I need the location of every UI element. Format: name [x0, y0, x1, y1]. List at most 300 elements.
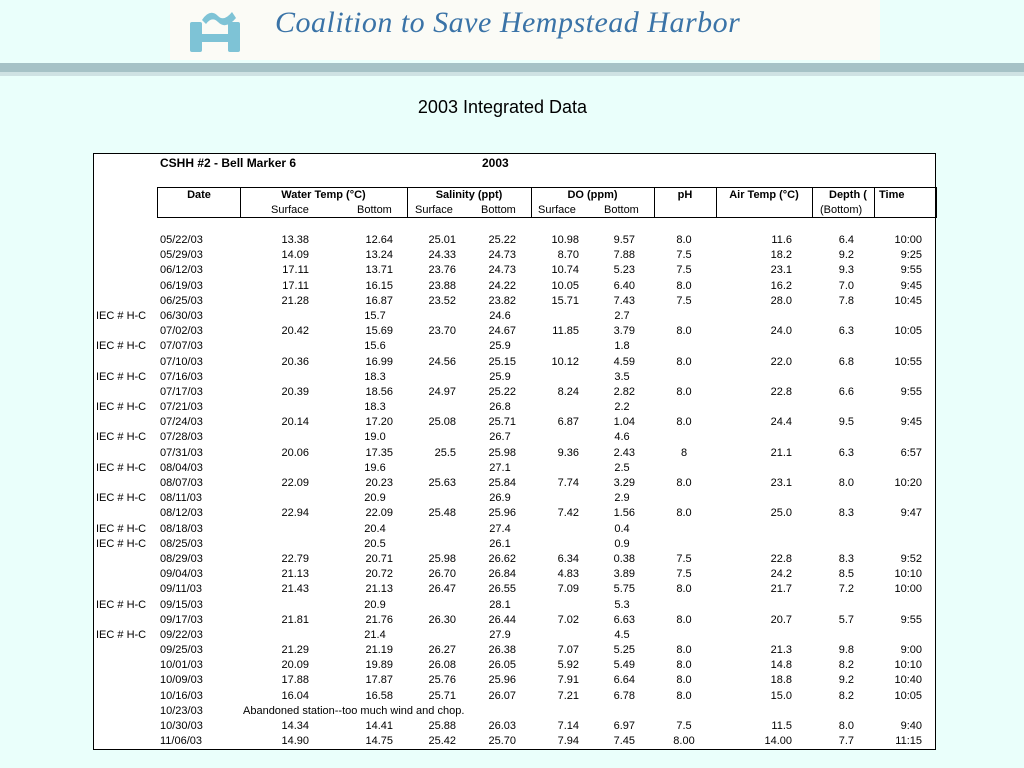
cell-date: 11/06/03	[160, 735, 203, 748]
table-row	[94, 401, 937, 416]
station-title: CSHH #2 - Bell Marker 6	[160, 156, 297, 170]
cell-salinity-bottom: 23.82	[488, 294, 516, 307]
cell-time: 10:20	[894, 477, 922, 489]
subheader-water-bottom: Bottom	[357, 204, 392, 216]
cell-salinity-bottom: 25.9	[489, 370, 511, 383]
cell-source: IEC # H-C	[96, 598, 147, 611]
cell-water-bottom: 19.6	[364, 461, 386, 474]
table-row	[94, 583, 937, 598]
table-row	[94, 659, 937, 674]
cell-source: IEC # H-C	[96, 309, 147, 322]
cell-salinity-bottom: 25.22	[488, 385, 516, 398]
cell-ph: 7.5	[676, 552, 692, 565]
cell-do-surface: 10.12	[551, 355, 579, 368]
org-name: Coalition to Save Hempstead Harbor	[275, 6, 741, 39]
cell-depth: 9.3	[838, 264, 854, 277]
cell-depth: 8.2	[838, 689, 854, 702]
table-row	[94, 538, 937, 553]
cell-water-surface: 20.39	[281, 385, 309, 398]
cell-do-bottom: 3.79	[613, 325, 635, 338]
cell-salinity-bottom: 24.73	[488, 249, 516, 262]
cell-do-surface: 7.91	[557, 674, 579, 687]
header-divider	[874, 188, 875, 217]
cell-do-bottom: 2.9	[614, 492, 630, 505]
cell-do-surface: 11.85	[552, 325, 579, 338]
cell-do-bottom: 1.8	[614, 340, 630, 353]
table-row	[94, 310, 937, 325]
cell-salinity-bottom: 24.67	[488, 325, 516, 338]
cell-water-bottom: 14.41	[365, 720, 393, 732]
cell-water-bottom: 19.0	[364, 431, 386, 444]
cell-do-surface: 4.83	[557, 568, 579, 581]
cell-date: 05/22/03	[160, 234, 203, 246]
cell-do-bottom: 6.97	[613, 720, 635, 732]
cell-water-bottom: 15.69	[365, 325, 393, 338]
cell-depth: 8.3	[838, 552, 854, 565]
cell-salinity-surface: 24.97	[428, 385, 456, 398]
cell-depth: 7.0	[838, 279, 854, 292]
cell-do-surface: 9.36	[557, 446, 579, 459]
cell-air-temp: 14.8	[770, 659, 792, 672]
cell-do-bottom: 5.25	[613, 644, 635, 657]
cell-source: IEC # H-C	[96, 461, 147, 474]
cell-water-bottom: 12.64	[365, 234, 393, 246]
cell-time: 10:10	[894, 659, 922, 672]
cell-salinity-surface: 23.76	[428, 264, 456, 277]
cell-date: 08/18/03	[160, 522, 203, 535]
cell-source: IEC # H-C	[96, 340, 147, 353]
cell-depth: 8.2	[838, 659, 854, 672]
cell-salinity-bottom: 26.05	[488, 659, 516, 672]
cell-salinity-bottom: 25.15	[488, 355, 516, 368]
cell-water-surface: 17.88	[281, 674, 309, 687]
cell-do-bottom: 0.4	[614, 522, 630, 535]
cell-salinity-surface: 25.76	[428, 674, 456, 687]
cell-depth: 8.0	[838, 720, 854, 732]
table-row	[94, 599, 937, 614]
cell-ph: 7.5	[676, 568, 692, 581]
cell-do-surface: 7.94	[557, 735, 579, 748]
cell-water-surface: 21.43	[281, 583, 309, 596]
cell-water-bottom: 20.9	[364, 492, 386, 505]
cell-salinity-bottom: 24.73	[488, 264, 516, 277]
cell-do-surface: 7.02	[557, 613, 579, 626]
cell-water-bottom: 13.71	[365, 264, 393, 277]
cell-salinity-bottom: 24.6	[489, 309, 511, 322]
cell-time: 9:00	[900, 644, 922, 657]
cell-do-bottom: 2.82	[613, 385, 635, 398]
cell-air-temp: 18.8	[770, 674, 792, 687]
cell-ph: 8.0	[676, 507, 692, 520]
cell-do-bottom: 6.40	[613, 279, 635, 292]
cell-date: 10/09/03	[160, 674, 203, 687]
header-stripe	[0, 63, 1024, 72]
table-row	[94, 507, 937, 522]
cell-water-surface: 13.38	[281, 234, 309, 246]
cell-do-bottom: 1.04	[613, 416, 635, 429]
cell-salinity-bottom: 25.71	[488, 416, 516, 429]
header-date: Date	[187, 189, 211, 201]
cell-water-surface: 22.94	[281, 507, 309, 520]
cell-time: 9:55	[900, 385, 922, 398]
cell-water-surface: 20.42	[281, 325, 309, 338]
cell-air-temp: 24.4	[770, 416, 792, 429]
cell-date: 08/07/03	[160, 477, 203, 489]
cell-depth: 8.5	[838, 568, 854, 581]
cell-salinity-surface: 26.08	[428, 659, 456, 672]
cell-date: 07/16/03	[160, 370, 203, 383]
cell-salinity-surface: 25.71	[428, 689, 456, 702]
cell-water-bottom: 20.23	[365, 477, 393, 489]
cell-salinity-surface: 23.52	[428, 294, 456, 307]
cell-water-surface: 17.11	[282, 279, 309, 292]
cell-do-bottom: 2.7	[614, 309, 630, 322]
cell-air-temp: 18.2	[770, 249, 792, 262]
cell-date: 09/22/03	[160, 628, 203, 641]
cell-salinity-surface: 25.63	[428, 477, 456, 489]
cell-air-temp: 14.00	[764, 735, 792, 748]
table-row	[94, 416, 937, 431]
cell-salinity-surface: 25.01	[428, 234, 456, 246]
cell-salinity-bottom: 26.55	[488, 583, 516, 596]
cell-air-temp: 25.0	[770, 507, 792, 520]
cell-depth: 9.2	[838, 674, 854, 687]
cell-salinity-surface: 26.27	[428, 644, 456, 657]
cell-time: 10:45	[894, 294, 922, 307]
cell-ph: 8.0	[676, 674, 692, 687]
cell-date: 09/17/03	[160, 613, 203, 626]
cell-salinity-bottom: 26.84	[488, 568, 516, 581]
cell-date: 07/24/03	[160, 416, 203, 429]
cell-source: IEC # H-C	[96, 370, 147, 383]
cell-water-bottom: 21.76	[365, 613, 393, 626]
cell-time: 9:55	[900, 264, 922, 277]
cell-water-surface: 14.90	[281, 735, 309, 748]
cell-ph: 8.0	[676, 477, 692, 489]
subheader-do-surface: Surface	[538, 204, 576, 216]
cell-ph: 8.0	[676, 355, 692, 368]
cell-time: 9:45	[900, 416, 922, 429]
cell-time: 9:52	[900, 552, 922, 565]
cell-depth: 6.3	[838, 325, 854, 338]
cell-air-temp: 24.0	[770, 325, 792, 338]
data-rows	[94, 234, 937, 750]
cell-ph: 8.0	[676, 583, 692, 596]
cell-air-temp: 15.0	[770, 689, 792, 702]
subheader-water-surface: Surface	[271, 204, 309, 216]
header-air-temp: Air Temp (°C)	[729, 189, 799, 201]
cell-salinity-bottom: 26.03	[488, 720, 516, 732]
cell-water-surface: 21.81	[281, 613, 309, 626]
cell-do-surface: 15.71	[551, 294, 579, 307]
cell-depth: 6.6	[838, 385, 854, 398]
cell-water-bottom: 17.20	[365, 416, 393, 429]
cell-water-surface: 20.36	[281, 355, 309, 368]
cell-do-bottom: 6.63	[613, 613, 635, 626]
cell-water-bottom: 20.71	[365, 552, 393, 565]
cell-air-temp: 22.8	[770, 552, 792, 565]
cell-date: 09/15/03	[160, 598, 203, 611]
cell-do-surface: 7.21	[557, 689, 579, 702]
cell-date: 05/29/03	[160, 249, 203, 262]
cell-salinity-bottom: 26.38	[488, 644, 516, 657]
cell-ph: 8.0	[676, 279, 692, 292]
cell-source: IEC # H-C	[96, 431, 147, 444]
cell-do-bottom: 4.6	[614, 431, 630, 444]
cell-depth: 7.8	[838, 294, 854, 307]
cell-salinity-surface: 26.47	[428, 583, 456, 596]
cell-do-bottom: 5.75	[613, 583, 635, 596]
cell-air-temp: 22.8	[770, 385, 792, 398]
cell-do-bottom: 6.64	[613, 674, 635, 687]
cell-time: 10:10	[894, 568, 922, 581]
cell-depth: 5.7	[838, 613, 854, 626]
cell-time: 9:47	[900, 507, 922, 520]
cell-do-bottom: 6.78	[613, 689, 635, 702]
cell-water-bottom: 16.87	[365, 294, 393, 307]
cell-salinity-bottom: 26.7	[489, 431, 511, 444]
cell-ph: 7.5	[676, 264, 692, 277]
banner	[170, 0, 880, 60]
cell-depth: 6.4	[838, 234, 854, 246]
cell-salinity-bottom: 26.9	[489, 492, 511, 505]
cell-water-surface: 22.79	[281, 552, 309, 565]
cell-water-bottom: 16.99	[365, 355, 393, 368]
cell-water-bottom: 22.09	[365, 507, 393, 520]
cell-do-surface: 5.92	[557, 659, 579, 672]
cell-salinity-bottom: 27.9	[489, 628, 511, 641]
cell-salinity-bottom: 25.9	[489, 340, 511, 353]
cell-date: 10/01/03	[160, 659, 203, 672]
cell-time: 10:05	[894, 689, 922, 702]
subheader-salinity-bottom: Bottom	[481, 204, 516, 216]
cell-time: 9:25	[900, 249, 922, 262]
cell-water-surface: 20.06	[281, 446, 309, 459]
cell-date: 08/25/03	[160, 537, 203, 550]
cell-air-temp: 21.1	[770, 446, 792, 459]
header-water-temp: Water Temp (°C)	[281, 189, 366, 201]
cell-air-temp: 11.5	[771, 720, 792, 732]
cell-water-bottom: 20.72	[365, 568, 393, 581]
cell-air-temp: 23.1	[770, 477, 792, 489]
cell-water-bottom: 20.4	[364, 522, 386, 535]
header-salinity: Salinity (ppt)	[435, 189, 503, 201]
cell-water-surface: 22.09	[281, 477, 309, 489]
table-row	[94, 325, 937, 340]
station-year: 2003	[482, 156, 509, 170]
cell-air-temp: 21.3	[770, 644, 792, 657]
cell-date: 06/19/03	[160, 279, 203, 292]
cell-date: 10/16/03	[160, 689, 203, 702]
cell-air-temp: 23.1	[770, 264, 792, 277]
cell-ph: 7.5	[676, 720, 692, 732]
header-depth: Depth (	[829, 189, 867, 201]
cell-time: 9:45	[900, 279, 922, 292]
cell-do-bottom: 9.57	[613, 234, 635, 246]
table-row	[94, 644, 937, 659]
cell-depth: 8.3	[838, 507, 854, 520]
table-row	[94, 371, 937, 386]
cell-date: 07/07/03	[160, 340, 203, 353]
cell-date: 06/30/03	[160, 309, 203, 322]
cell-date: 09/11/03	[160, 583, 203, 596]
cell-salinity-surface: 23.70	[428, 325, 456, 338]
cell-salinity-bottom: 25.84	[488, 477, 516, 489]
cell-date: 07/10/03	[160, 355, 203, 368]
cell-water-bottom: 21.4	[364, 628, 386, 641]
cell-water-bottom: 21.19	[365, 644, 393, 657]
table-row	[94, 674, 937, 689]
cell-salinity-bottom: 26.8	[489, 401, 511, 414]
table-row	[94, 447, 937, 462]
cell-date: 10/30/03	[160, 720, 203, 732]
table-row	[94, 568, 937, 583]
cell-water-surface: 14.09	[281, 249, 309, 262]
table-row	[94, 629, 937, 644]
cell-date: 07/17/03	[160, 385, 203, 398]
cell-ph: 8.0	[676, 613, 692, 626]
subheader-do-bottom: Bottom	[604, 204, 639, 216]
cell-do-bottom: 4.59	[613, 355, 635, 368]
cell-salinity-bottom: 25.98	[488, 446, 516, 459]
table-row	[94, 386, 937, 401]
cell-do-bottom: 5.49	[613, 659, 635, 672]
cell-ph: 8.0	[676, 659, 692, 672]
table-row	[94, 735, 937, 750]
cell-depth: 9.8	[838, 644, 854, 657]
cell-date: 07/02/03	[160, 325, 203, 338]
cell-water-bottom: 21.13	[365, 583, 393, 596]
table-row	[94, 462, 937, 477]
cell-water-bottom: 20.9	[364, 598, 386, 611]
cell-source: IEC # H-C	[96, 628, 147, 641]
cell-do-bottom: 4.5	[614, 628, 630, 641]
cell-ph: 8.0	[676, 325, 692, 338]
table-row	[94, 553, 937, 568]
cell-depth: 6.8	[838, 355, 854, 368]
table-row	[94, 234, 937, 249]
cell-date: 08/04/03	[160, 461, 203, 474]
column-header	[157, 187, 937, 218]
cell-date: 06/12/03	[160, 264, 203, 277]
header-dissolved-oxygen: DO (ppm)	[567, 189, 618, 201]
cell-salinity-bottom: 25.70	[488, 735, 516, 748]
cell-salinity-bottom: 27.4	[489, 522, 511, 535]
table-row	[94, 477, 937, 492]
cell-do-bottom: 3.5	[614, 370, 630, 383]
cell-do-bottom: 1.56	[613, 507, 635, 520]
table-row	[94, 431, 937, 446]
cell-water-bottom: 18.3	[364, 370, 386, 383]
cell-water-bottom: 20.5	[364, 537, 386, 550]
cell-salinity-surface: 25.5	[434, 446, 456, 459]
cell-time: 10:40	[894, 674, 922, 687]
cell-date: 09/25/03	[160, 644, 203, 657]
cell-do-bottom: 5.23	[613, 264, 635, 277]
table-row	[94, 249, 937, 264]
cell-do-bottom: 7.43	[613, 294, 635, 307]
cell-date: 07/31/03	[160, 446, 203, 459]
cell-time: 9:40	[900, 720, 922, 732]
cell-salinity-surface: 23.88	[428, 279, 456, 292]
cell-time: 6:57	[900, 446, 922, 459]
cell-ph: 7.5	[676, 294, 692, 307]
cell-do-surface: 7.42	[557, 507, 579, 520]
cell-do-bottom: 2.2	[614, 401, 630, 414]
cell-do-bottom: 7.45	[613, 735, 635, 748]
cell-depth: 8.0	[838, 477, 854, 489]
table-row	[94, 614, 937, 629]
cell-air-temp: 24.2	[770, 568, 792, 581]
table-row	[94, 356, 937, 371]
cell-salinity-surface: 24.33	[428, 249, 456, 262]
cell-ph: 8.0	[676, 234, 692, 246]
table-row	[94, 340, 937, 355]
cell-date: 07/28/03	[160, 431, 203, 444]
cell-do-bottom: 2.5	[614, 461, 630, 474]
cell-salinity-surface: 25.98	[428, 552, 456, 565]
cell-salinity-bottom: 27.1	[489, 461, 511, 474]
cell-salinity-surface: 25.42	[428, 735, 456, 748]
table-row	[94, 264, 937, 279]
cell-air-temp: 16.2	[770, 279, 792, 292]
cell-water-surface: 21.28	[281, 294, 309, 307]
cell-do-surface: 10.05	[551, 279, 579, 292]
header-ph: pH	[677, 189, 693, 201]
data-sheet	[93, 153, 936, 750]
cell-salinity-surface: 25.88	[428, 720, 456, 732]
cell-time: 11:15	[895, 735, 922, 748]
cell-water-bottom: 19.89	[365, 659, 393, 672]
page-title: 2003 Integrated Data	[417, 97, 588, 117]
cell-do-bottom: 2.43	[613, 446, 635, 459]
cell-do-surface: 8.70	[557, 249, 579, 262]
cell-water-bottom: 18.56	[365, 385, 393, 398]
cell-salinity-surface: 25.48	[428, 507, 456, 520]
cell-do-bottom: 5.3	[614, 598, 630, 611]
cell-air-temp: 21.7	[770, 583, 792, 596]
cell-water-surface: 20.14	[281, 416, 309, 429]
cell-depth: 6.3	[838, 446, 854, 459]
cell-depth: 7.2	[838, 583, 854, 596]
cell-date: 08/12/03	[160, 507, 203, 520]
cell-water-surface: 20.09	[281, 659, 309, 672]
cell-time: 10:55	[894, 355, 922, 368]
cell-date: 08/11/03	[160, 492, 203, 505]
cell-depth: 9.2	[838, 249, 854, 262]
cell-air-temp: 22.0	[770, 355, 792, 368]
cell-do-bottom: 3.89	[613, 568, 635, 581]
cell-water-bottom: 17.87	[365, 674, 393, 687]
cell-date: 10/23/03	[160, 704, 203, 717]
cell-do-surface: 10.74	[551, 264, 579, 277]
header-divider	[812, 188, 813, 217]
cell-date: 06/25/03	[160, 294, 203, 307]
cell-water-bottom: 15.6	[364, 340, 386, 353]
cell-ph: 8	[680, 446, 688, 459]
subheader-depth-bottom: (Bottom)	[820, 204, 863, 216]
cell-source: IEC # H-C	[96, 401, 147, 414]
header-time: Time	[879, 189, 905, 201]
cell-time: 10:00	[894, 234, 922, 246]
header-stripe-light	[0, 72, 1024, 76]
cell-do-surface: 10.98	[551, 234, 579, 246]
cell-do-bottom: 0.38	[613, 552, 635, 565]
cell-depth: 9.5	[838, 416, 854, 429]
table-row	[94, 705, 937, 720]
cell-water-surface: 16.04	[281, 689, 309, 702]
cell-note: Abandoned station--too much wind and chop.	[243, 704, 465, 717]
